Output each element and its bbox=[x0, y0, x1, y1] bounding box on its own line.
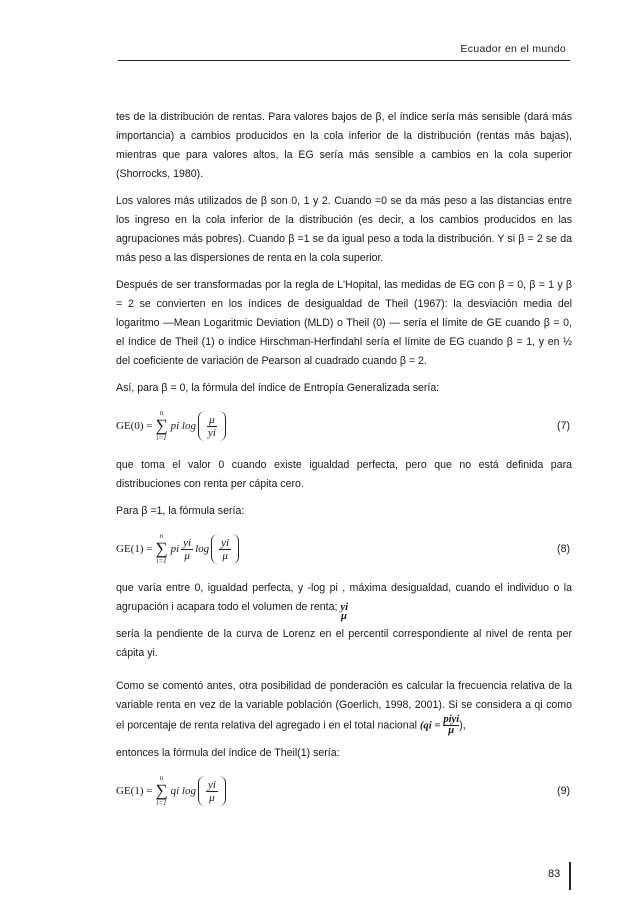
eq7-lhs: GE(0) = bbox=[116, 419, 153, 432]
eq7-parenthesis bbox=[198, 411, 226, 441]
eq9-term: qi log bbox=[170, 784, 196, 797]
eq8-number: (8) bbox=[557, 543, 570, 555]
paragraph-2: Los valores más utilizados de β son 0, 1 y 2. Cuando =0 se da más peso a las distancias entre los ingreso en la cola inferior de la distribución (es decir, a los cambios producidos en las agrupaciones más pobres). Cuando β =1 se da igual peso a toda la distribución. Y si β = 2 se da más peso a las dispersiones de renta en la cola superior. bbox=[116, 195, 572, 264]
p9-formula-frac: $\frac{\text{piyi}}{\mu}$ bbox=[443, 714, 460, 736]
page-number-bar bbox=[569, 862, 571, 890]
eq9-lhs: GE(1) = bbox=[116, 784, 153, 797]
equation-7 bbox=[116, 406, 572, 446]
eq9-number: (9) bbox=[557, 785, 570, 797]
eq8-lhs: GE(1) = bbox=[116, 542, 153, 555]
running-header bbox=[118, 40, 570, 61]
paragraph-5: que toma el valor 0 cuando existe igualdad perfecta, pero que no está definida para distribuciones con renta per cápita cero. bbox=[116, 459, 572, 490]
equation-9 bbox=[116, 771, 572, 811]
p9-formula-lhs: (qi = bbox=[419, 720, 441, 732]
eq7-number: (7) bbox=[557, 420, 570, 432]
paragraph-10: entonces la fórmula del índice de Theil(1) sería: bbox=[116, 747, 340, 759]
eq8-outer-frac: $\frac{yi}{\mu}$ bbox=[183, 536, 192, 562]
p9-formula-end: ), bbox=[459, 719, 466, 732]
eq8-frac-den: μ bbox=[222, 549, 228, 562]
page-body bbox=[116, 108, 572, 821]
eq8-parenthesis bbox=[211, 534, 239, 564]
eq7-frac-num: μ bbox=[209, 413, 215, 426]
eq8-term: pi bbox=[170, 542, 180, 555]
running-title: Ecuador en el mundo bbox=[460, 43, 566, 55]
page-number: 83 bbox=[548, 868, 561, 880]
p7-frac-den: μ bbox=[341, 611, 347, 622]
eq8-log: log bbox=[195, 542, 210, 555]
p7-frac-num: yi bbox=[340, 602, 349, 613]
eq8-sum: n ∑ i=1 bbox=[155, 532, 168, 565]
eq8-frac-num: yi bbox=[221, 536, 230, 549]
paragraph-3: Después de ser transformadas por la regla de L'Hopital, las medidas de EG con β = 0, β = 1 y β = 2 se convierten en los índices de desigualdad de Theil (1967): la desviación media del logaritmo —Mean Logaritmic Deviation (MLD) o Theil (0) — sería el límite de GE cuando β = 0, el índice de Theil (1) o índice Hirschman-Herfindahl sería el límite de EG cuando β = 1, y en ½ del coeficiente de variación de Pearson al cuadrado cuando β = 2. bbox=[116, 279, 572, 367]
paragraph-1: tes de la distribución de rentas. Para valores bajos de β, el índice sería más sensible (dará más importancia) a cambios producidos en la cola inferior de la distribución (rentas más bajas), mientras que para valores altos, la EG sería más sensible a cambios en la cola superior (Shorrocks, 1980). bbox=[116, 111, 572, 180]
paragraph-4: Así, para β = 0, la fórmula del índice de Entropía Generalizada sería: bbox=[116, 382, 440, 394]
eq7-frac-den: yi bbox=[207, 426, 216, 439]
paragraph-9: Como se comentó antes, otra posibilidad de ponderación es calcular la frecuencia relativa de la variable renta en vez de la variable población (Goerlich, 1998, 2001). Si se considera a qi como el porcentaje de renta relativa del agregado i en el total nacional (qi = $\frac{\text{piyi}}{\mu}$ ), bbox=[116, 680, 572, 736]
paragraph-6: Para β =1, la fórmula sería: bbox=[116, 505, 245, 517]
eq9-sum: n ∑ i=1 bbox=[155, 774, 168, 807]
eq9-frac-den: μ bbox=[209, 791, 215, 804]
eq9-frac-num: yi bbox=[207, 778, 216, 791]
paragraph-7: que varía entre 0, igualdad perfecta, y -log pi , máxima desigualdad, cuando el individuo o la agrupación i acapara todo el volumen de renta; yi bbox=[116, 582, 572, 613]
eq9-parenthesis bbox=[198, 776, 226, 806]
equation-8 bbox=[116, 529, 572, 569]
eq7-term: pi log bbox=[170, 419, 196, 432]
eq7-sum: n ∑ i=1 bbox=[155, 409, 168, 442]
paragraph-8: sería la pendiente de la curva de Lorenz en el percentil correspondiente al nivel de renta per cápita yi. bbox=[116, 628, 572, 659]
